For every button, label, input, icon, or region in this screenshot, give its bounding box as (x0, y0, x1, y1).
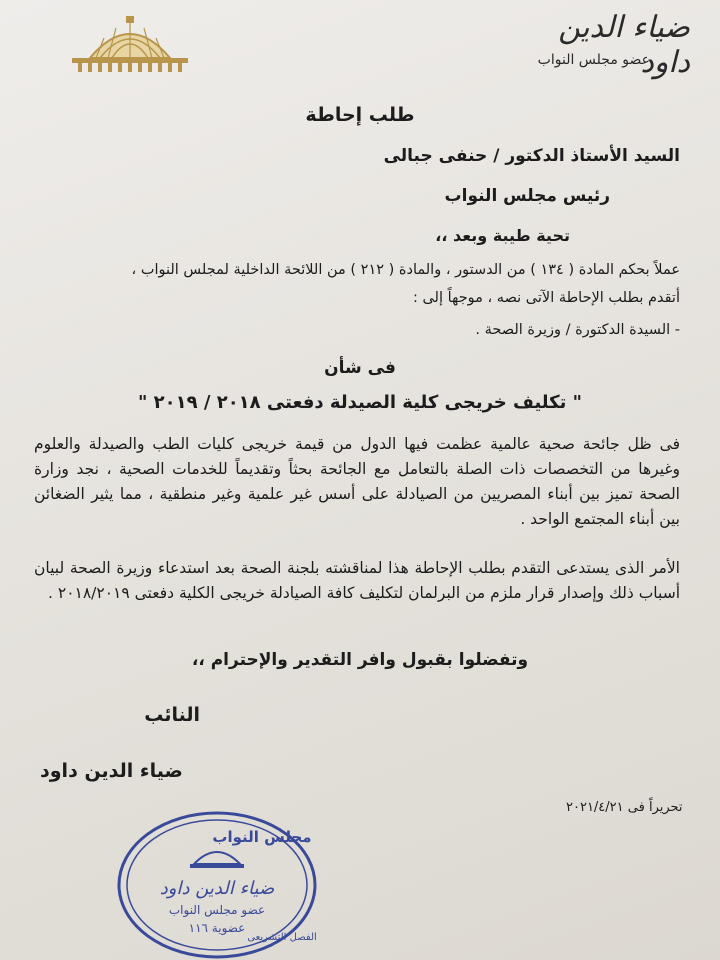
subject-text: " تكليف خريجى كلية الصيدلة دفعتى ٢٠١٨ / ٢٠١٩ " (137, 392, 583, 413)
stamp-top-text: مجلس النواب (212, 828, 312, 846)
document-title: طلب إحاطة (305, 104, 415, 126)
member-calligraphy-letterhead (500, 10, 690, 80)
stamp-title: عضو مجلس النواب (168, 903, 266, 917)
official-stamp (112, 790, 322, 960)
date-line: تحريراً فى ٢٠٢١/٤/٢١ (566, 800, 683, 815)
parliament-dome-logo (68, 14, 192, 74)
stamp-name: ضياء الدين داود (159, 878, 275, 899)
signer-role: النائب (144, 704, 200, 726)
stamp-membership: عضوية ١١٦ (188, 921, 246, 935)
letterhead-member-title: عضو مجلس النواب (537, 52, 650, 68)
subject-label: فى شأن (324, 358, 396, 378)
intro-line-1: عملاً بحكم المادة ( ١٣٤ ) من الدستور ، والمادة ( ٢١٢ ) من اللائحة الداخلية لمجلس النواب ، (131, 262, 680, 278)
intro-line-2: أتقدم بطلب الإحاطة الآتى نصه ، موجهاً إلى : (412, 290, 680, 306)
body-paragraph-1: فى ظل جائحة صحية عالمية عظمت فيها الدول من قيمة خريجى كليات الطب والصيدلة والعلوم وغيرها من التخصصات ذات الصلة بالتعامل مع الجائحة بحثاً وتقديماً للخدمات الصحية ، نجد وزارة الصحة تميز بين أبناء المصريين من الصيادلة على أسس غير علمية وغير منطقية ، مما يثير الضغائن بين أبناء المجتمع الواحد . (34, 435, 680, 528)
stamp-bottom-text: الفصل التشريعى (247, 932, 317, 943)
recipient-line: - السيدة الدكتورة / وزيرة الصحة . (475, 322, 680, 338)
greeting: تحية طيبة وبعد ،، (435, 226, 570, 245)
addressee-name: السيد الأستاذ الدكتور / حنفى جبالى (383, 146, 680, 166)
body-paragraph-2: الأمر الذى يستدعى التقدم بطلب الإحاطة هذا لمناقشته بلجنة الصحة بعد استدعاء وزيرة الصحة لبيان أسباب ذلك وإصدار قرار ملزم من البرلمان لتكليف كافة الصيادلة خريجى الكلية دفعتى ٢٠١٨/٢٠١٩ . (34, 559, 680, 602)
addressee-position: رئيس مجلس النواب (444, 186, 610, 206)
letterhead-member-name: ضياء الدين داود (558, 10, 690, 80)
signer-name: ضياء الدين داود (40, 760, 183, 782)
closing-line: وتفضلوا بقبول وافر التقدير والإحترام ،، (191, 650, 529, 670)
